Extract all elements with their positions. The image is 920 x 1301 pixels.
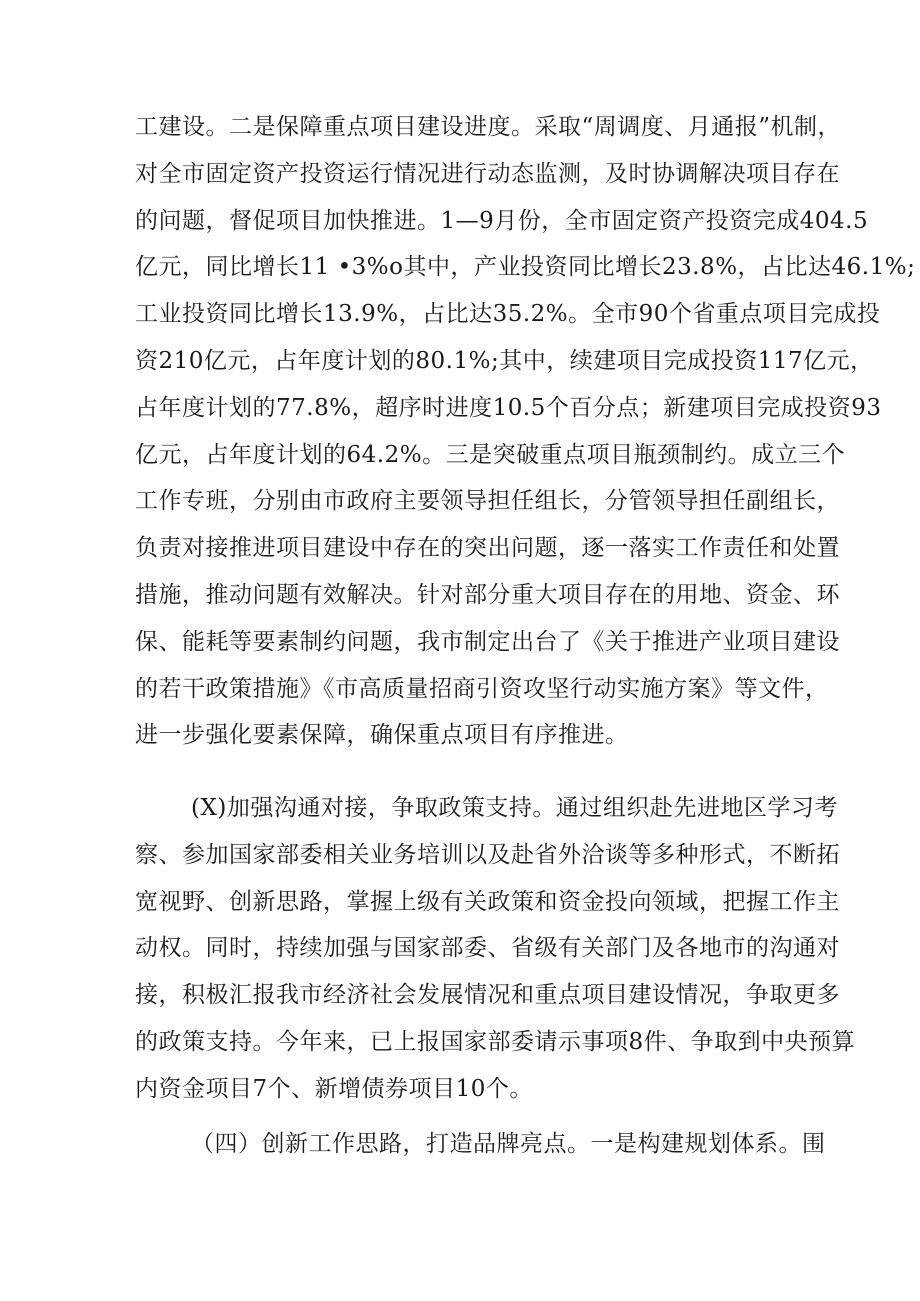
text-line: 对全市固定资产投资运行情况进行动态监测，及时协调解决项目存在: [135, 160, 840, 187]
text-line: 亿元，占年度计划的64.2%。三是突破重点项目瓶颈制约。成立三个: [135, 441, 846, 468]
text-line: 负责对接推进项目建设中存在的突出问题，逐一落实工作责任和处置: [135, 535, 840, 562]
text-line: 宽视野、创新思路，掌握上级有关政策和资金投向领域，把握工作主: [135, 888, 840, 915]
text-line: 资210亿元，占年度计划的80.1%;其中，续建项目完成投资117亿元，: [135, 347, 874, 374]
text-line: 进一步强化要素保障，确保重点项目有序推进。: [135, 722, 629, 749]
text-line: 内资金项目7个、新增债券项目10个。: [135, 1075, 533, 1102]
text-line: 动权。同时，持续加强与国家部委、省级有关部门及各地市的沟通对: [135, 935, 840, 962]
paragraph-policy-support: [135, 785, 856, 1113]
text-line: 的政策支持。今年来，已上报国家部委请示事项8件、争取到中央预算: [135, 1028, 856, 1055]
text-line: 察、参加国家部委相关业务培训以及赴省外洽谈等多种形式，不断拓: [135, 841, 840, 868]
text-line: 工作专班，分别由市政府主要领导担任组长，分管领导担任副组长，: [135, 488, 840, 515]
text-line: (X)加强沟通对接，争取政策支持。通过组织赴先进地区学习考: [191, 795, 838, 821]
text-line: 措施，推动问题有效解决。针对部分重大项目存在的用地、资金、环: [135, 581, 840, 608]
text-line: 工业投资同比增长13.9%，占比达35.2%。全市90个省重点项目完成投: [135, 301, 881, 328]
text-line: 工建设。二是保障重点项目建设进度。采取“周调度、月通报”机制，: [135, 114, 842, 140]
text-line: 的若干政策措施》《市高质量招商引资攻坚行动实施方案》等文件，: [135, 675, 829, 702]
text-line: 亿元，同比增长11 •3%o其中，产业投资同比增长23.8%，占比达46.1%;: [135, 254, 916, 281]
paragraph-project-progress: [135, 104, 916, 759]
text-line: 保、能耗等要素制约问题，我市制定出台了《关于推进产业项目建设: [135, 628, 840, 655]
text-line: （四）创新工作思路，打造品牌亮点。一是构建规划体系。围: [191, 1131, 826, 1157]
text-line: 的问题，督促项目加快推进。1—9月份，全市固定资产投资完成404.5: [135, 207, 869, 234]
paragraph-innovation: [135, 1121, 826, 1168]
text-line: 占年度计划的77.8%，超序时进度10.5个百分点；新建项目完成投资93: [135, 394, 882, 421]
text-line: 接，积极汇报我市经济社会发展情况和重点项目建设情况，争取更多: [135, 982, 840, 1009]
